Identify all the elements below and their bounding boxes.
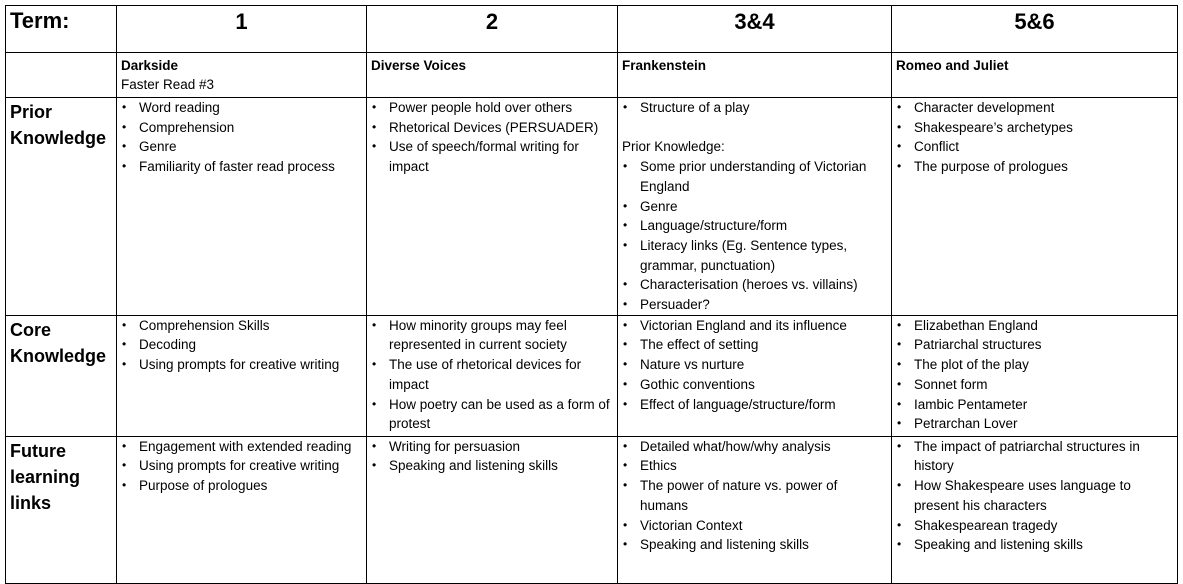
list-item: • Speaking and listening skills	[622, 535, 887, 555]
list-item: • The effect of setting	[622, 335, 887, 355]
future-learning-label: Future learning links	[10, 440, 81, 513]
list-item: • Literacy links (Eg. Sentence types, grammar, punctuation)	[622, 236, 887, 275]
unit-3-cell	[618, 53, 892, 98]
term-5-6-cell	[892, 6, 1178, 53]
list-item: • Speaking and listening skills	[896, 535, 1173, 555]
list-item: • Genre	[622, 197, 887, 217]
list-item: • Structure of a play	[622, 98, 887, 118]
list-item: • Purpose of prologues	[121, 476, 362, 496]
core-term-1-cell	[117, 315, 367, 436]
unit-4-cell	[892, 53, 1178, 98]
list-item: • Conflict	[896, 137, 1173, 157]
prior-knowledge-label-cell	[6, 98, 117, 316]
list-item: • Some prior understanding of Victorian England	[622, 157, 887, 196]
list-item: • How minority groups may feel represented in current society	[371, 316, 613, 355]
core-term-2-cell	[367, 315, 618, 436]
future-term-3-4-cell	[618, 436, 892, 583]
term-label: Term:	[10, 8, 70, 33]
list-item: • The use of rhetorical devices for impact	[371, 355, 613, 394]
term-2: 2	[485, 9, 499, 34]
list-item: • Engagement with extended reading	[121, 437, 362, 457]
prior-term-1-cell	[117, 98, 367, 316]
core-knowledge-label: Core Knowledge	[10, 319, 107, 366]
list-item: • Decoding	[121, 335, 362, 355]
list-item: • Genre	[121, 137, 362, 157]
unit-empty-cell	[6, 53, 117, 98]
list-item: • Iambic Pentameter	[896, 395, 1173, 415]
list-item: • Ethics	[622, 456, 887, 476]
list-item: • Elizabethan England	[896, 316, 1173, 336]
unit-2-title: Diverse Voices	[371, 58, 467, 73]
list-item: • The plot of the play	[896, 355, 1173, 375]
future-term-5-6-cell	[892, 436, 1178, 583]
core-knowledge-label-cell	[6, 315, 117, 436]
core-knowledge-row	[6, 315, 1178, 436]
term-3-4-cell	[618, 6, 892, 53]
unit-title-row	[6, 53, 1178, 98]
term-1-cell	[117, 6, 367, 53]
list-item: • How poetry can be used as a form of protest	[371, 395, 613, 434]
list-item: • Gothic conventions	[622, 375, 887, 395]
list-item: • Writing for persuasion	[371, 437, 613, 457]
unit-1-title: Darkside	[121, 58, 179, 73]
list-item: • The purpose of prologues	[896, 157, 1173, 177]
list-item: • Comprehension	[121, 118, 362, 138]
list-item: • Shakespeare’s archetypes	[896, 118, 1173, 138]
list-item: • Victorian Context	[622, 516, 887, 536]
list-item: • Characterisation (heroes vs. villains)	[622, 275, 887, 295]
future-term-2-cell	[367, 436, 618, 583]
list-item: • The impact of patriarchal structures in history	[896, 437, 1173, 476]
list-item: • Character development	[896, 98, 1173, 118]
future-learning-label-cell	[6, 436, 117, 583]
term-2-cell	[367, 6, 618, 53]
list-item: • Use of speech/formal writing for impact	[371, 137, 613, 176]
term-5-6: 5&6	[1014, 9, 1055, 34]
list-item: • Word reading	[121, 98, 362, 118]
list-item: • Rhetorical Devices (PERSUADER)	[371, 118, 613, 138]
term-1: 1	[235, 9, 248, 34]
list-item: • Nature vs nurture	[622, 355, 887, 375]
list-item: • How Shakespeare uses language to present his characters	[896, 476, 1173, 515]
core-term-5-6-cell	[892, 315, 1178, 436]
prior-knowledge-row	[6, 98, 1178, 316]
list-item: • Petrarchan Lover	[896, 414, 1173, 434]
list-item: • Effect of language/structure/form	[622, 395, 887, 415]
prior-term-2-cell	[367, 98, 618, 316]
prior-term-5-6-cell	[892, 98, 1178, 316]
unit-2-cell	[367, 53, 618, 98]
list-item: • Comprehension Skills	[121, 316, 362, 336]
unit-3-title: Frankenstein	[622, 58, 707, 73]
list-item: • Power people hold over others	[371, 98, 613, 118]
list-item: • Speaking and listening skills	[371, 456, 613, 476]
prior-term-3-4-cell	[618, 98, 892, 316]
term-label-cell	[6, 6, 117, 53]
unit-4-title: Romeo and Juliet	[896, 58, 1009, 73]
prior-knowledge-subheading: Prior Knowledge:	[622, 139, 725, 155]
list-item: • Persuader?	[622, 295, 887, 315]
future-learning-row	[6, 436, 1178, 583]
unit-1-subtitle: Faster Read #3	[121, 77, 215, 92]
list-item: • Familiarity of faster read process	[121, 157, 362, 177]
term-3-4: 3&4	[734, 9, 775, 34]
future-term-1-cell	[117, 436, 367, 583]
core-term-3-4-cell	[618, 315, 892, 436]
list-item: • Victorian England and its influence	[622, 316, 887, 336]
prior-knowledge-label: Prior Knowledge	[10, 102, 107, 148]
list-item: • Sonnet form	[896, 375, 1173, 395]
list-item: • Detailed what/how/why analysis	[622, 437, 887, 457]
list-item: • Language/structure/form	[622, 216, 887, 236]
unit-1-cell	[117, 53, 367, 98]
list-item: • Shakespearean tragedy	[896, 516, 1173, 536]
term-header-row	[6, 6, 1178, 53]
list-item: • Using prompts for creative writing	[121, 456, 362, 476]
list-item: • Patriarchal structures	[896, 335, 1173, 355]
list-item: • Using prompts for creative writing	[121, 355, 362, 375]
list-item: • The power of nature vs. power of humans	[622, 476, 887, 515]
curriculum-table	[5, 5, 1178, 584]
